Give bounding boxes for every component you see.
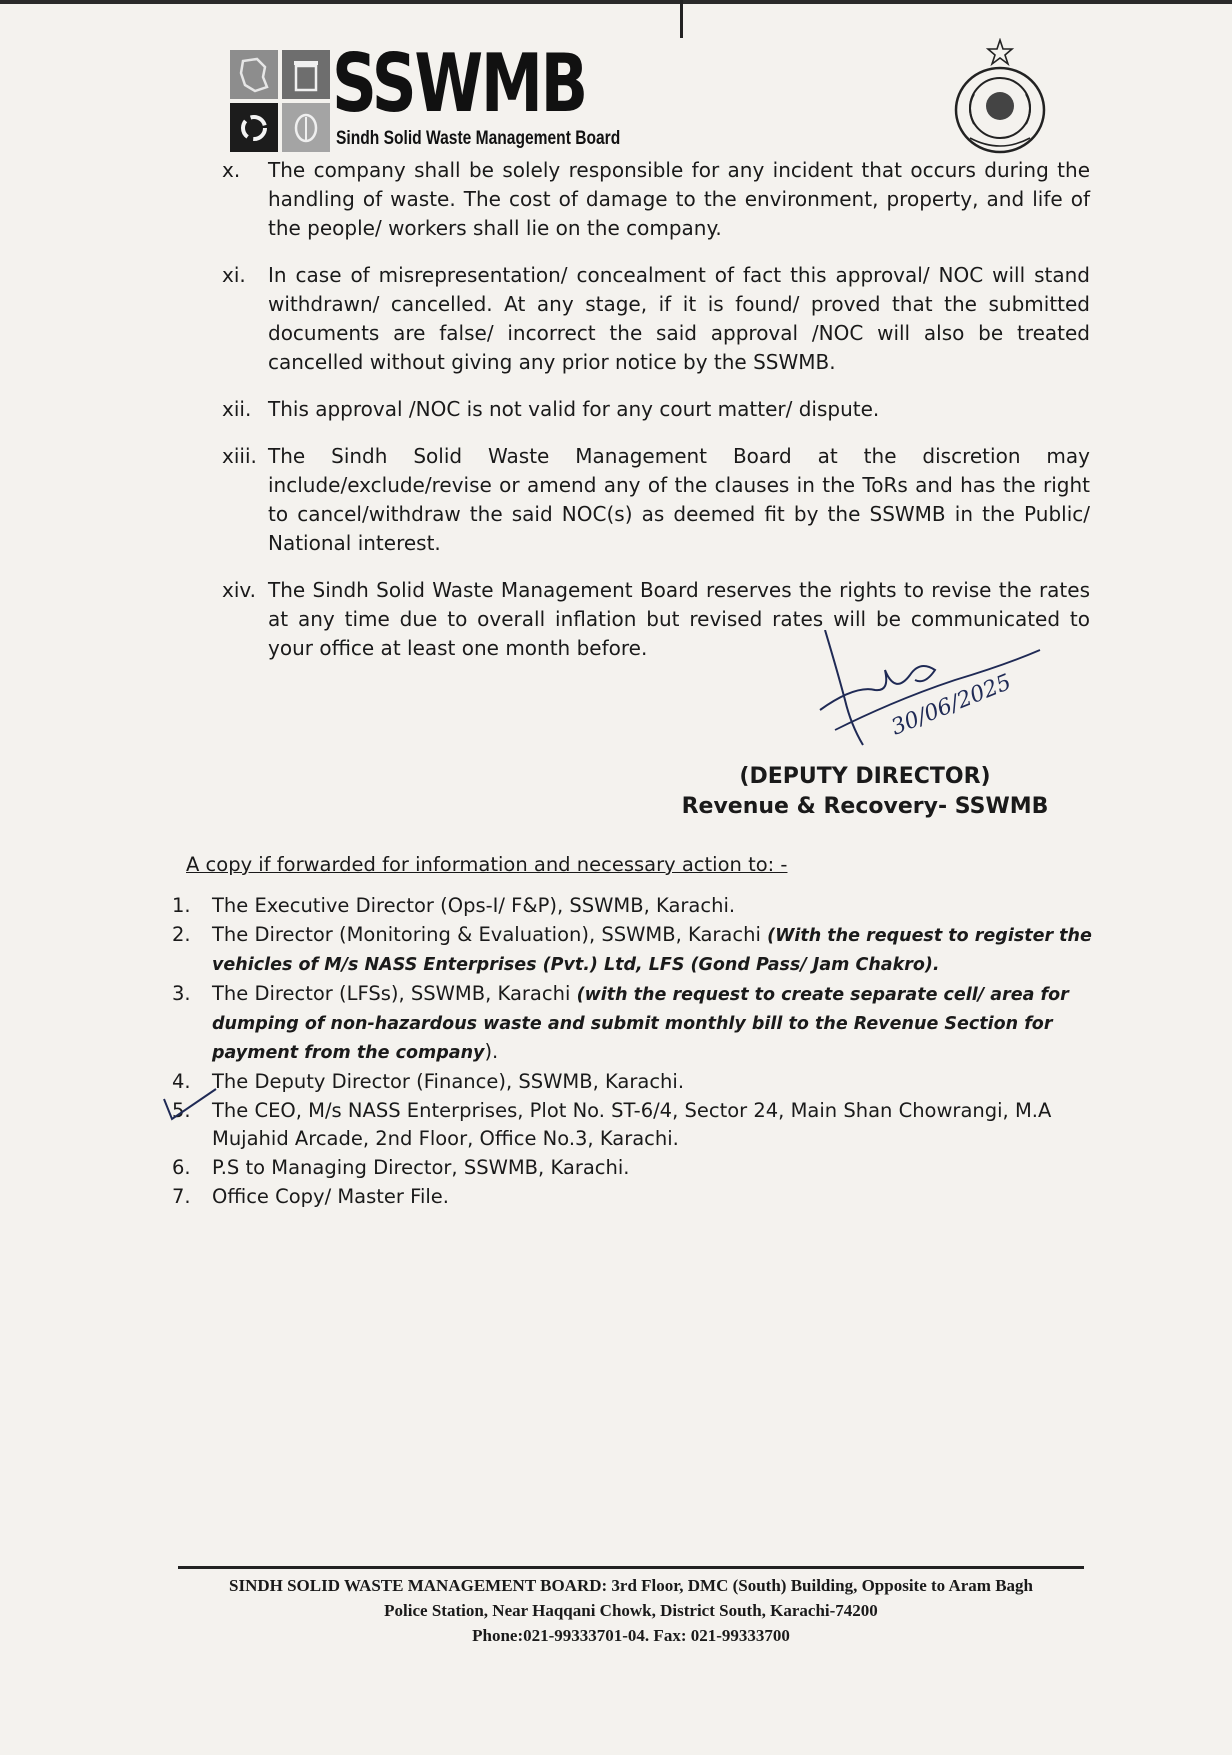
list-item [172,921,1092,979]
clause-text: This approval /NOC is not valid for any court matter/ dispute. [268,397,880,421]
bin-icon [282,50,330,99]
handwritten-signature [815,630,1045,770]
signatory-department: Revenue & Recovery- SSWMB [681,794,1049,819]
leaf-icon [282,103,330,152]
footer-address [178,1573,1084,1648]
clause-text: The Sindh Solid Waste Management Board at the discretion may include/exclude/revise or amend any of the clauses in the ToRs and has the right to cancel/withdraw the said NOC(s) as deemed fit by the SSWMB in the Public/ National interest. [268,444,1090,555]
clause-x [200,156,1090,243]
list-text: The Director (Monitoring & Evaluation), SSWMB, Karachi [212,923,768,946]
list-number: 2. [172,923,191,946]
footer-line-1: SINDH SOLID WASTE MANAGEMENT BOARD: 3rd Floor, DMC (South) Building, Opposite to Aram Bagh [229,1576,1033,1595]
list-number: 6. [172,1156,191,1179]
clause-number: x. [222,158,241,182]
map-icon [230,50,278,99]
list-number: 5. [172,1099,191,1122]
recycle-icon [230,103,278,152]
list-text: The Director (LFSs), SSWMB, Karachi [212,982,577,1005]
clause-number: xiv. [222,578,257,602]
clause-text: In case of misrepresentation/ concealment of fact this approval/ NOC will stand withdrawn/ cancelled. At any stage, if it is found/ proved that the submitted documents are false/ incorrect the said approval /NOC will also be treated cancelled without giving any prior notice by the SSWMB. [268,263,1090,374]
list-number: 3. [172,982,191,1005]
signatory-block [640,762,1090,822]
clause-number: xiii. [222,444,257,468]
list-tail: ). [484,1040,499,1063]
list-item [172,1154,1092,1182]
top-border [0,0,1232,4]
list-text: The CEO, M/s NASS Enterprises, Plot No. ST-6/4, Sector 24, Main Shan Chowrangi, M.A Mujahid Arcade, 2nd Floor, Office No.3, Karachi. [212,1099,1052,1150]
signatory-title: (DEPUTY DIRECTOR) [739,764,991,789]
terms-clauses [200,156,1090,681]
footer-line-2: Police Station, Near Haqqani Chowk, District South, Karachi-74200 [384,1601,878,1620]
list-text: The Deputy Director (Finance), SSWMB, Karachi. [212,1070,685,1093]
list-item [172,892,1092,920]
clause-xii [200,395,1090,424]
list-number: 7. [172,1185,191,1208]
logo-text: SSWMB [332,37,586,130]
list-number: 4. [172,1070,191,1093]
copy-heading: A copy if forwarded for information and necessary action to: - [186,853,788,876]
clause-number: xii. [222,397,252,421]
signature-date: 30/06/2025 [887,669,1015,741]
clause-text: The Sindh Solid Waste Management Board reserves the rights to revise the rates at any time due to overall inflation but revised rates will be communicated to your office at least one month before. [268,578,1090,660]
list-item [172,1068,1092,1096]
list-number: 1. [172,894,191,917]
government-seal-icon [946,38,1054,156]
sswmb-logo [230,37,621,155]
list-text: Office Copy/ Master File. [212,1185,449,1208]
handwritten-tick-icon [160,1085,220,1125]
footer-line-3: Phone:021-99333701-04. Fax: 021-99333700 [472,1626,790,1645]
list-item [172,980,1092,1067]
top-mark [680,0,683,38]
list-note: (with the request to create separate cell/ area for dumping of non-hazardous waste and submit monthly bill to the Revenue Section for payment from the company [212,985,1069,1063]
logo-subtitle: Sindh Solid Waste Management Board [336,128,621,149]
copy-recipient-list [172,892,1092,1212]
footer-divider [178,1566,1084,1569]
clause-number: xi. [222,263,246,287]
list-item [172,1183,1092,1211]
clause-xi [200,261,1090,377]
list-text: P.S to Managing Director, SSWMB, Karachi. [212,1156,630,1179]
logo-tiles [230,50,330,152]
list-item [172,1097,1092,1153]
clause-xiii [200,442,1090,558]
list-note: (With the request to register the vehicles of M/s NASS Enterprises (Pvt.) Ltd, LFS (Gond Pass/ Jam Chakro). [212,926,1092,975]
list-text: The Executive Director (Ops-I/ F&P), SSWMB, Karachi. [212,894,736,917]
clause-text: The company shall be solely responsible for any incident that occurs during the handling of waste. The cost of damage to the environment, property, and life of the people/ workers shall lie on the company. [268,158,1090,240]
